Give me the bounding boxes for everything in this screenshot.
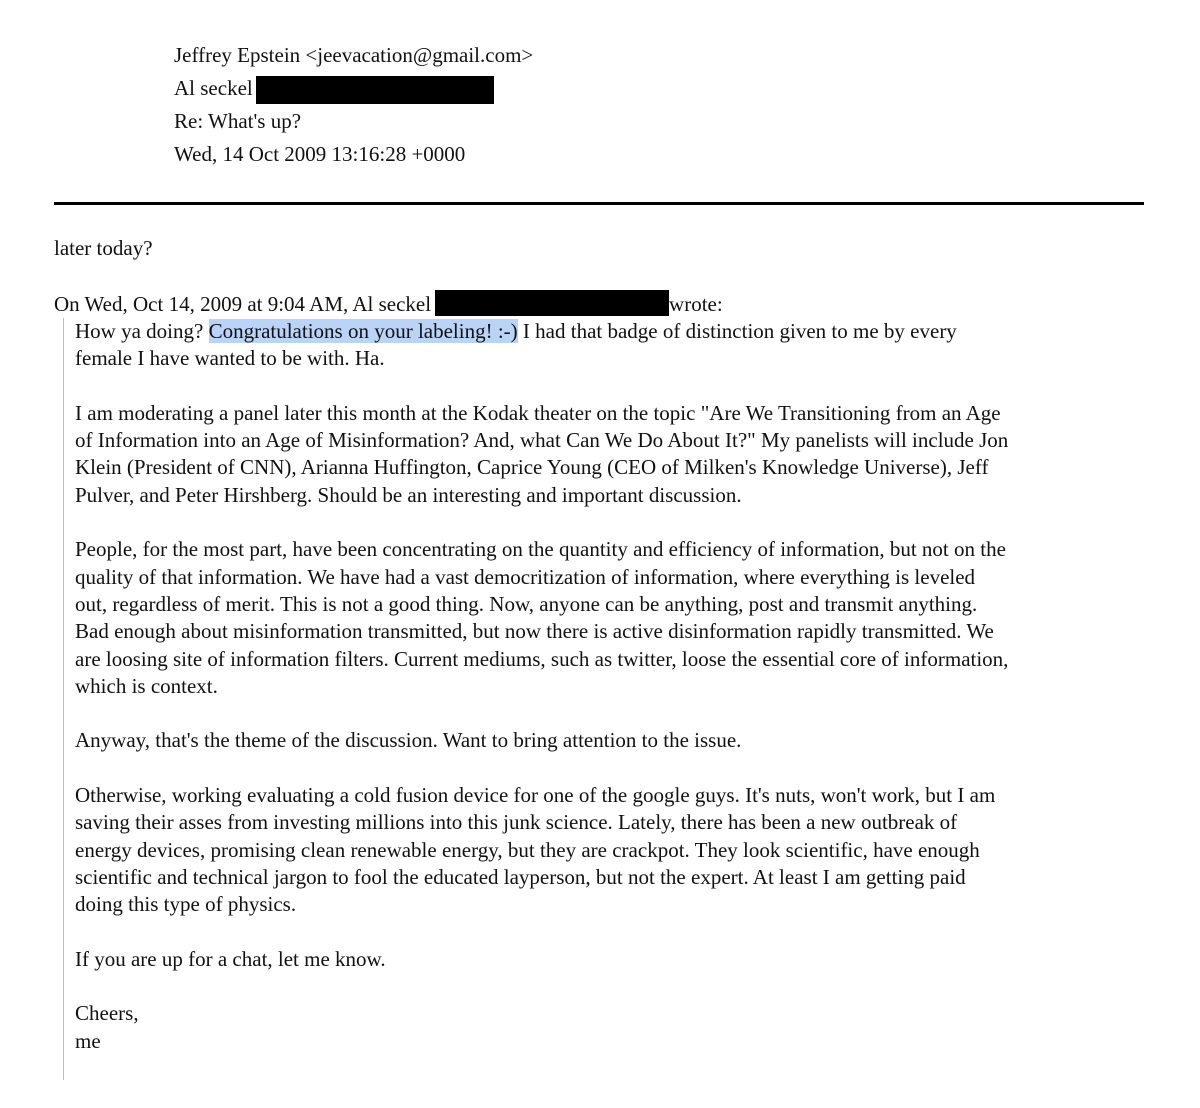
- signoff: Cheers, me: [75, 1001, 139, 1053]
- redaction-block: [256, 76, 494, 104]
- quoted-paragraph: Otherwise, working evaluating a cold fusion device for one of the google guys. It's nuts, won't work, but I am saving their asses from investing millions into this junk science. Lately, there has been a new outbreak of energy devices, promising clean renewable energy, but they are crackpot. They look scientific, have enough scientific and technical jargon to fool the educated layperson, but not the expert. At least I am getting paid doing this type of physics.: [75, 783, 996, 917]
- quoted-text: How ya doing?: [75, 319, 209, 343]
- quoted-text: I had that badge of distinction given to me by every female I have wanted to be with. Ha.: [75, 319, 957, 371]
- header-divider: [54, 202, 1144, 205]
- redaction-block: [435, 290, 669, 316]
- quoted-paragraph: If you are up for a chat, let me know.: [75, 946, 386, 971]
- quoted-paragraph: People, for the most part, have been concentrating on the quantity and efficiency of information, but not on the quality of that information. We have had a vast democritization of information, where everything is leveled out, regardless of merit. This is not a good thing. Now, anyone can be anything, post and transmit anything. Bad enough about misinformation transmitted, but now there is active disinformation rapidly transmitted. We are loosing site of information filters. Current mediums, such as twitter, loose the essential core of information, which is context.: [75, 537, 1009, 698]
- quoted-message: [75, 318, 1165, 1082]
- quote-bar: [63, 318, 64, 1080]
- quoted-paragraph: Anyway, that's the theme of the discussion. Want to bring attention to the issue.: [75, 728, 742, 753]
- attribution-suffix: wrote:: [669, 292, 723, 316]
- subject-value: Re: What's up?: [174, 109, 302, 133]
- quote-attribution: [54, 290, 723, 317]
- attribution-prefix: On Wed, Oct 14, 2009 at 9:04 AM, Al seckel: [54, 292, 432, 316]
- to-value-wrap: [174, 73, 494, 104]
- quoted-paragraph: [75, 318, 1165, 373]
- date-value: Wed, 14 Oct 2009 13:16:28 +0000: [174, 142, 466, 166]
- selected-text[interactable]: Congratulations on your labeling! :-): [208, 319, 518, 343]
- quoted-paragraph: I am moderating a panel later this month at the Kodak theater on the topic "Are We Transitioning from an Age of Information into an Age of Misinformation? And, what Can We Do About It?" My panelists will include Jon Klein (President of CNN), Arianna Huffington, Caprice Young (CEO of Milken's Knowledge Universe), Jeff Pulver, and Peter Hirshberg. Should be an interesting and important discussion.: [75, 400, 1009, 507]
- reply-text: later today?: [54, 236, 153, 260]
- to-value: Al seckel: [174, 76, 253, 100]
- from-value: Jeffrey Epstein <jeevacation@gmail.com>: [174, 43, 534, 67]
